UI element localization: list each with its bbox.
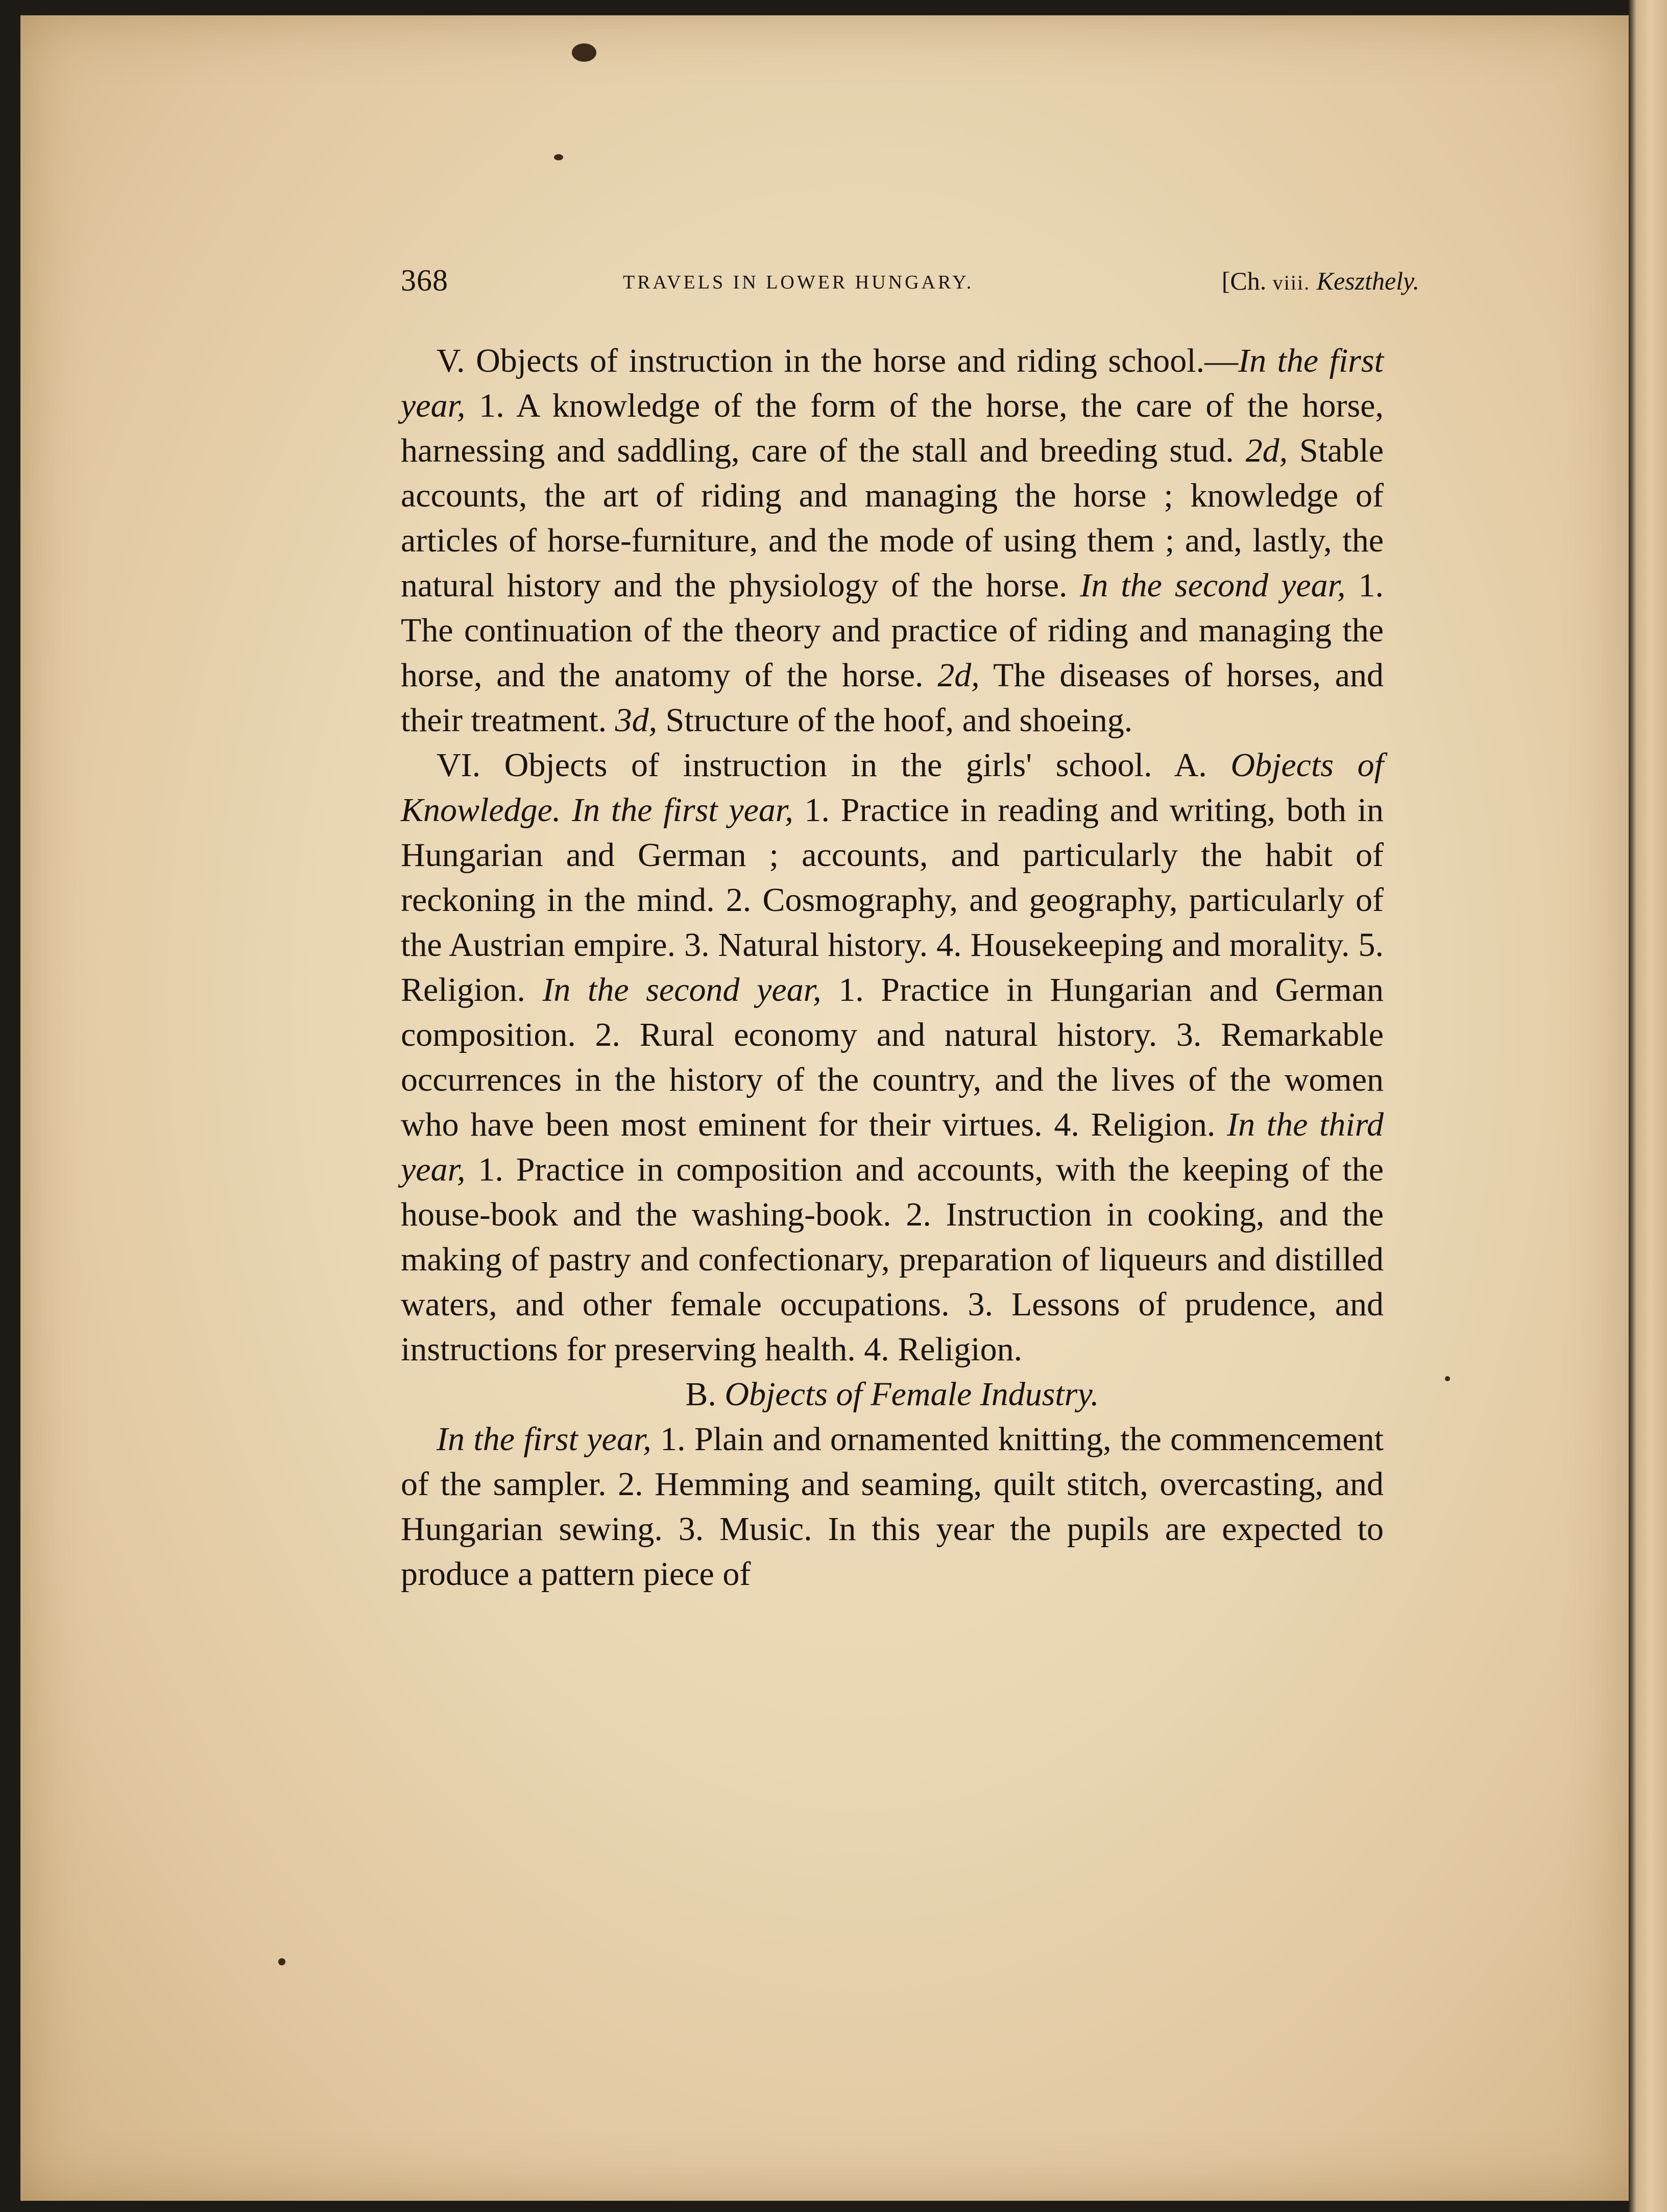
text-run: Stable accounts, the art of riding and managing the horse ; knowledge of articles of horse-furniture, and the mode of using them ; and, lastly, the natural history and the physiology of the horse. [401,432,1384,604]
ink-speck [572,43,596,62]
paragraph-horse-school [401,339,1384,743]
italic-run: In the first year, [437,1421,651,1458]
text-run: V. Objects of instruction in the horse and riding school.— [437,342,1239,379]
italic-run: In the third year, [401,1106,1384,1188]
text-run: B. [685,1376,725,1413]
chapter-number: viii. [1272,271,1311,294]
body-text [401,339,1384,1597]
text-run: 1. The continuation of the theory and practice of riding and managing the horse, and the anatomy of the horse. [401,567,1384,694]
text-run: 1. Practice in reading and writing, both in Hungarian and German ; accounts, and particularly the habit of reckoning in the mind. 2. Cosmography, and geography, particularly of the Austrian empire. 3. Natural history. 4. Housekeeping and morality. 5. Religion. [401,791,1384,1008]
text-run: 1. Plain and ornamented knitting, the commencement of the sampler. 2. Hemming and seaming, quilt stitch, overcasting, and Hungarian sewing. 3. Music. In this year the pupils are expected to produce a pattern piece of [401,1421,1384,1593]
chapter-reference [1222,266,1419,296]
italic-run: In the second year, [542,971,822,1008]
running-title: TRAVELS IN LOWER HUNGARY. [623,272,974,293]
chapter-open: [Ch. [1221,267,1267,295]
text-run: 1. A knowledge of the form of the horse, the care of the horse, harnessing and saddling, care of the stall and breeding stud. [401,387,1384,469]
paragraph-female-industry [401,1417,1384,1597]
text-run: Structure of the hoof, and shoeing. [657,702,1133,739]
chapter-place: Keszthely. [1316,267,1419,295]
text-run: 1. Practice in composition and accounts, with the keeping of the house-book and the washing-book. 2. Instruction in cooking, and the making of pastry and confectionary, preparation of liqueurs and distilled waters, and other female occupations. 3. Lessons of prudence, and instructions for preserving health. 4. Religion. [401,1151,1384,1368]
subheading-female-industry [401,1372,1384,1417]
next-page-edge [1629,0,1667,2212]
italic-run: Objects of Female Industry. [724,1376,1099,1413]
ink-speck [1445,1376,1450,1381]
page-header [401,263,1419,304]
text-run: 1. Practice in Hungarian and German composition. 2. Rural economy and natural history. 3. Remarkable occurrences in the history of the country, and the lives of the women who have been most eminent for their virtues. 4. Religion. [401,971,1384,1143]
italic-run: 2d, [1245,432,1288,469]
ink-speck [278,1958,285,1965]
text-run: VI. Objects of instruction in the girls' school. A. [437,747,1231,784]
italic-run: 3d, [615,702,658,739]
italic-run: 2d, [937,657,980,694]
ink-speck [554,154,563,160]
paragraph-girls-school [401,743,1384,1372]
text-run: The diseases of horses, and their treatment. [401,657,1384,739]
italic-run: In the second year, [1080,567,1346,604]
page-number: 368 [401,263,448,297]
italic-run: Objects of Knowledge. In the first year, [401,747,1384,829]
italic-run: In the first year, [401,342,1384,424]
